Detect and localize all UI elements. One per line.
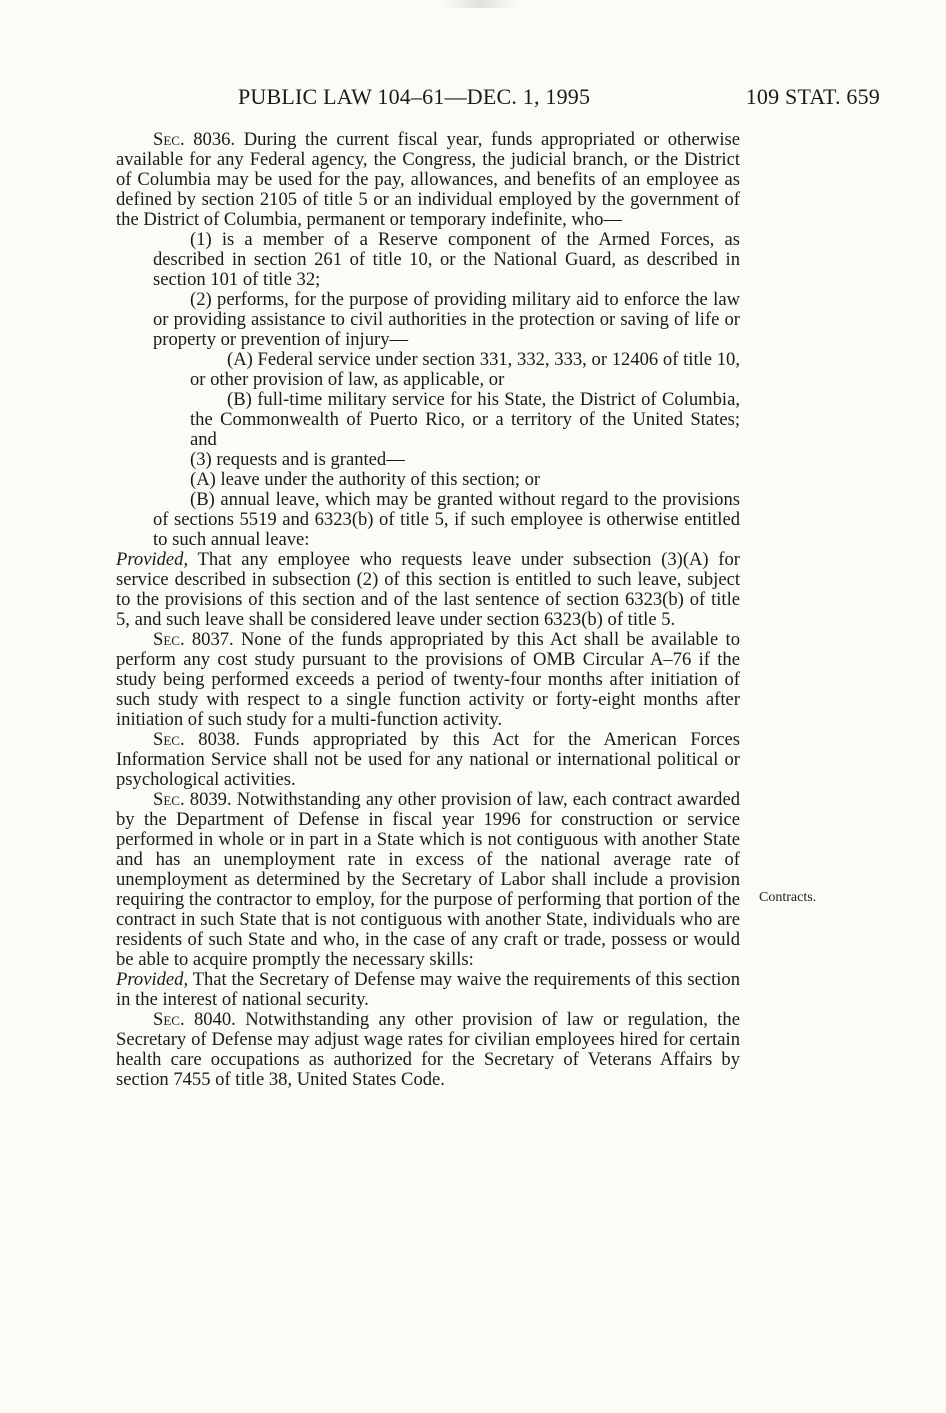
running-head: PUBLIC LAW 104–61—DEC. 1, 1995 [238, 84, 591, 109]
page-header [238, 84, 880, 114]
section-text: 8036. During the current fiscal year, funds appropriated or otherwise available for any Federal agency, the Congress, the judicial branch, or the District of Columbia may be used for the pay, allowances, and benefits of an employee as defined by section 2105 of title 5 or an individual employed by the government of the District of Columbia, permanent or temporary indefinite, who— [116, 129, 740, 230]
section-8036-para-2: (2) performs, for the purpose of providing military aid to enforce the law or providing assistance to civil authorities in the protection or saving of life or property or prevention of injury— [153, 289, 740, 350]
proviso-text: That any employee who requests leave under subsection (3)(A) for service described in subsection (2) of this section is entitled to such leave, subject to the provisions of this section and of the last sentence of section 6323(b) of title 5, and such leave shall be considered leave under section 6323(b) of title 5. [116, 549, 740, 630]
section-8039-proviso [116, 970, 740, 1010]
section-text: 8037. None of the funds appropriated by this Act shall be available to perform any cost study pursuant to the provisions of OMB Circular A–76 if the study being performed exceeds a period of twenty-four months after initiation of such study with respect to a single function activity or forty-eight months after initiation of such study for a multi-function activity. [116, 629, 740, 730]
section-8036-proviso [116, 550, 740, 630]
section-8036-para-3a: (A) leave under the authority of this section; or [190, 469, 541, 490]
section-label: Sec. [153, 1009, 185, 1030]
section-8036-para-2b: (B) full-time military service for his State, the District of Columbia, the Commonwealth of Puerto Rico, or a territory of the United States; and [190, 389, 740, 450]
proviso-label: Provided, [116, 549, 189, 570]
section-label: Sec. [153, 729, 185, 750]
section-8036-intro [116, 130, 740, 230]
page-number: 109 STAT. 659 [745, 84, 880, 109]
section-label: Sec. [153, 629, 185, 650]
document-body [116, 130, 740, 1090]
scan-smudge [440, 0, 520, 8]
section-label: Sec. [153, 789, 185, 810]
section-8039 [116, 790, 740, 970]
section-text: 8039. Notwithstanding any other provision of law, each contract awarded by the Department of Defense in fiscal year 1996 for construction or service performed in whole or in part in a State which is not contiguous with another State and has an unemployment rate in excess of the national average rate of unemployment as determined by the Secretary of Labor shall include a provision requiring the contractor to employ, for the purpose of performing that portion of the contract in such State that is not contiguous with another State, individuals who are residents of such State and who, in the case of any craft or trade, possess or would be able to acquire promptly the necessary skills: [116, 789, 740, 970]
section-8040 [116, 1010, 740, 1090]
section-8036-para-3b: (B) annual leave, which may be granted without regard to the provisions of sections 5519 and 6323(b) of title 5, if such employee is otherwise entitled to such annual leave: [153, 489, 740, 550]
margin-note: Contracts. [759, 890, 817, 905]
section-8037 [116, 630, 740, 730]
section-label: Sec. [153, 129, 185, 150]
proviso-text: That the Secretary of Defense may waive the requirements of this section in the interest of national security. [116, 969, 740, 1010]
section-8038 [116, 730, 740, 790]
section-8036-para-2a: (A) Federal service under section 331, 332, 333, or 12406 of title 10, or other provision of law, as applicable, or [190, 349, 740, 390]
section-8036-para-3: (3) requests and is granted— [190, 449, 405, 470]
section-8036-para-1: (1) is a member of a Reserve component of the Armed Forces, as described in section 261 of title 10, or the National Guard, as described in section 101 of title 32; [153, 229, 740, 290]
section-text: 8040. Notwithstanding any other provision of law or regulation, the Secretary of Defense may adjust wage rates for civilian employees hired for certain health care occupations as authorized for the Secretary of Veterans Affairs by section 7455 of title 38, United States Code. [116, 1009, 740, 1090]
section-text: 8038. Funds appropriated by this Act for the American Forces Information Service shall not be used for any national or international political or psychological activities. [116, 729, 740, 790]
proviso-label: Provided, [116, 969, 189, 990]
